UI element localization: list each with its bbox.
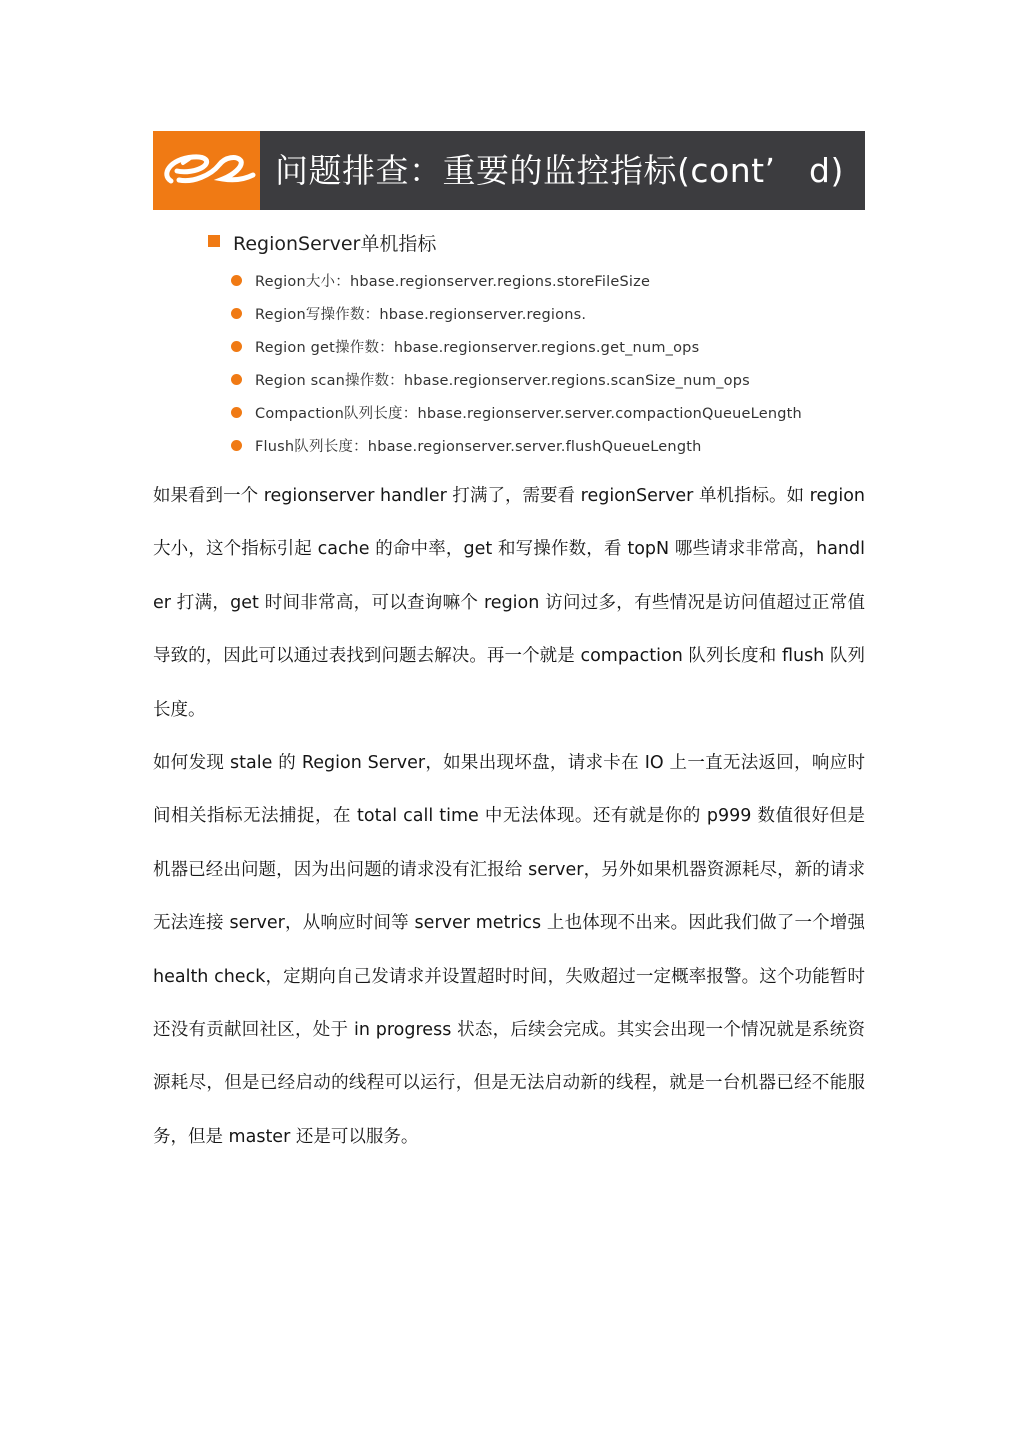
dot-bullet-icon	[231, 275, 242, 286]
metric-text: Compaction队列长度：hbase.regionserver.server.compactionQueueLength	[255, 406, 802, 422]
metric-list	[231, 264, 802, 462]
metric-text: Flush队列长度：hbase.regionserver.server.flushQueueLength	[255, 439, 702, 455]
metric-text: Region get操作数：hbase.regionserver.regions.get_num_ops	[255, 340, 700, 356]
metric-item	[231, 297, 802, 330]
body-paragraph: 如果看到一个 regionserver handler 打满了，需要看 regionServer 单机指标。如 region 大小，这个指标引起 cache 的命中率，get 和写操作数，看 topN 哪些请求非常高，handler 打满，get 时间非常高，可以查询嘛个 region 访问过多，有些情况是访问值超过正常值导致的，因此可以通过表找到问题去解决。再一个就是 compaction 队列长度和 flush 队列长度。	[153, 486, 865, 720]
dot-bullet-icon	[231, 341, 242, 352]
metric-text: Region写操作数：hbase.regionserver.regions.	[255, 307, 587, 323]
metric-item	[231, 429, 802, 462]
body-paragraph: 如何发现 stale 的 Region Server，如果出现坏盘，请求卡在 IO 上一直无法返回，响应时间相关指标无法捕捉，在 total call time 中无法体现。还有就是你的 p999 数值很好但是机器已经出问题，因为出问题的请求没有汇报给 server，另外如果机器资源耗尽，新的请求无法连接 server，从响应时间等 server metrics 上也体现不出来。因此我们做了一个增强 health check，定期向自己发请求并设置超时时间，失败超过一定概率报警。这个功能暂时还没有贡献回社区，处于 in progress 状态，后续会完成。其实会出现一个情况就是系统资源耗尽，但是已经启动的线程可以运行，但是无法启动新的线程，就是一台机器已经不能服务，但是 master 还是可以服务。	[153, 753, 865, 1147]
metric-text: Region大小：hbase.regionserver.regions.storeFileSize	[255, 274, 651, 290]
dot-bullet-icon	[231, 440, 242, 451]
metric-item	[231, 396, 802, 429]
metric-item	[231, 330, 802, 363]
alibaba-logo-icon	[153, 131, 260, 210]
dot-bullet-icon	[231, 407, 242, 418]
section-heading	[208, 228, 436, 256]
slide-image	[153, 131, 865, 465]
slide-header	[153, 131, 865, 210]
metric-item	[231, 363, 802, 396]
square-bullet-icon	[208, 235, 220, 247]
metric-text: Region scan操作数：hbase.regionserver.regions.scanSize_num_ops	[255, 373, 750, 389]
logo-box	[153, 131, 260, 210]
section-label: RegionServer单机指标	[233, 232, 437, 255]
dot-bullet-icon	[231, 374, 242, 385]
slide-title: 问题排查：重要的监控指标(cont’ d)	[275, 151, 844, 190]
metric-item	[231, 264, 802, 297]
dot-bullet-icon	[231, 308, 242, 319]
